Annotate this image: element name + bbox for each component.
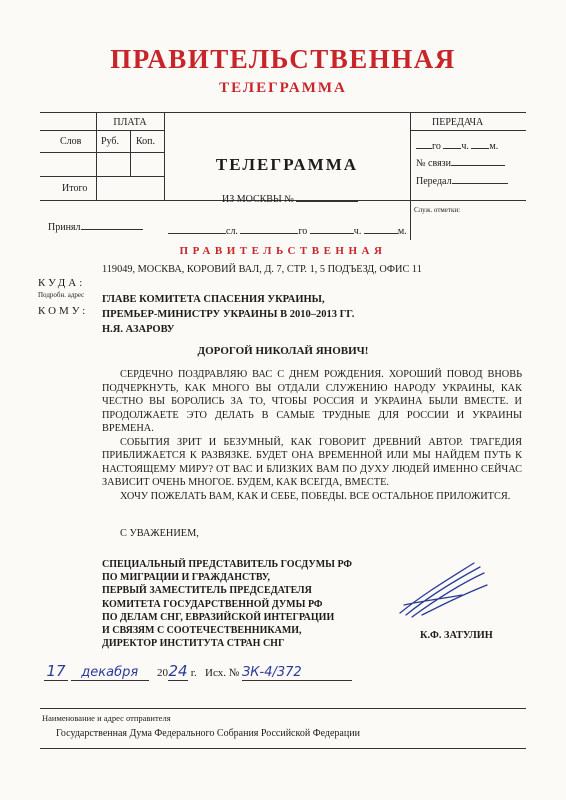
body-paragraph: СЕРДЕЧНО ПОЗДРАВЛЯЮ ВАС С ДНЕМ РОЖДЕНИЯ. ХОРОШИЙ ПОВОД ВНОВЬ ПОДЧЕРКНУТЬ, КАК МНОГО ВЫ ОТДАЛИ СЛУЖЕНИЮ НАРОДУ УКРАИНЫ, КАК ЧЕСТНО ВЫ БОРОЛИСЬ ЗА ТО, ЧТОБЫ РОССИЯ И УКРАИНА БЫЛИ ВМЕСТЕ. И ПРОДОЛЖАЕТЕ ЭТО ДЕЛАТЬ В САМЫЕ ТРУДНЫЕ ДЛЯ РОССИИ И УКРАИНЫ ВРЕМЕНА. (102, 369, 522, 434)
date-month: декабря (81, 665, 139, 680)
signatory-line: И СВЯЗЯМ С СООТЕЧЕСТВЕННИКАМИ, (102, 625, 302, 637)
itogo-label: Итого (62, 183, 88, 194)
date-g: г. (190, 667, 197, 679)
sender-underline (40, 748, 526, 749)
sender-value: Государственная Дума Федерального Собрания Российской Федерации (56, 728, 360, 739)
outgoing-number-label: Исх. № (205, 667, 240, 679)
letter-body (102, 368, 522, 503)
kuda-value: 119049, МОСКВА, КОРОВИЙ ВАЛ, Д. 7, СТР. 1, 5 ПОДЪЕЗД, ОФИС 11 (102, 264, 422, 275)
date-line (44, 662, 352, 681)
date-day: 17 (46, 662, 66, 680)
iz-moskvy-field: ИЗ МОСКВЫ № (222, 194, 358, 205)
komu-label: КОМУ: (38, 305, 89, 317)
date-year-prefix: 20 (157, 667, 168, 679)
regards: С УВАЖЕНИЕМ, (120, 528, 199, 539)
center-telegram-title: ТЕЛЕГРАММА (215, 155, 359, 174)
plata-label: ПЛАТА (113, 117, 147, 128)
kuda-label: КУДА: (38, 277, 86, 289)
salutation: ДОРОГОЙ НИКОЛАЙ ЯНОВИЧ! (197, 345, 369, 357)
body-paragraph: СОБЫТИЯ ЗРИТ И БЕЗУМНЫЙ, КАК ГОВОРИТ ДРЕВНИЙ АВТОР. ТРАГЕДИЯ ПРИБЛИЖАЕТСЯ К РАЗВЯЗКЕ. БУДЕТ ОНА ВРЕМЕННОЙ ИЛИ МЫ НАЙДЕМ ПУТЬ К НАСТОЯЩЕМУ МИРУ? ОТ ВАС И БЛИЗКИХ ВАМ ПО ДУХУ ЛЮДЕЙ ИМЕННО СЕЙЧАС ЗАВИСИТ ОЧЕНЬ МНОГОЕ. БУДЕМ, КАК ВСЕГДА, ВМЕСТЕ. (102, 436, 522, 488)
recipient-block (102, 292, 354, 337)
signatory-line: ДИРЕКТОР ИНСТИТУТА СТРАН СНГ (102, 638, 285, 650)
telegram-subtitle: ТЕЛЕГРАММА (219, 80, 347, 96)
peredal-field: Передал (416, 176, 508, 187)
telegram-form (0, 0, 566, 260)
signatory-title (102, 558, 352, 650)
telegram-title: ПРАВИТЕЛЬСТВЕННАЯ (110, 44, 456, 74)
recipient-line: ПРЕМЬЕР-МИНИСТРУ УКРАИНЫ В 2010–2013 ГГ. (102, 309, 355, 320)
signatory-line: ПЕРВЫЙ ЗАМЕСТИТЕЛЬ ПРЕДСЕДАТЕЛЯ (102, 585, 312, 597)
sender-divider (40, 708, 526, 709)
signatory-line: ПО МИГРАЦИИ И ГРАЖДАНСТВУ, (102, 572, 270, 584)
kop-label: Коп. (136, 136, 156, 147)
signatory-name: К.Ф. ЗАТУЛИН (420, 630, 493, 641)
government-stamp-line: ПРАВИТЕЛЬСТВЕННАЯ (179, 245, 387, 257)
peredacha-label: ПЕРЕДАЧА (432, 117, 484, 128)
sluzh-otmetki-label: Служ. отметки: (414, 206, 461, 214)
date-year-suffix: 24 (168, 662, 188, 680)
no-svyazi-field: № связи (416, 158, 505, 169)
podrob-label: Подробн. адрес (38, 291, 85, 299)
recipient-line: ГЛАВЕ КОМИТЕТА СПАСЕНИЯ УКРАИНЫ, (102, 294, 325, 305)
outgoing-number: ЗК-4/372 (241, 665, 302, 680)
body-paragraph: ХОЧУ ПОЖЕЛАТЬ ВАМ, КАК И СЕБЕ, ПОБЕДЫ. ВСЕ ОСТАЛЬНОЕ ПРИЛОЖИТСЯ. (120, 490, 511, 502)
signatory-line: КОМИТЕТА ГОСУДАРСТВЕННОЙ ДУМЫ РФ (102, 598, 323, 610)
handwritten-signature (392, 555, 492, 625)
prinyal-label: Принял (48, 222, 143, 233)
peredacha-time: го ч. м. (416, 141, 498, 152)
signatory-line: СПЕЦИАЛЬНЫЙ ПРЕДСТАВИТЕЛЬ ГОСДУМЫ РФ (102, 559, 353, 570)
slov-label: Слов (60, 136, 82, 147)
recipient-line: Н.Я. АЗАРОВУ (102, 324, 175, 335)
sender-label: Наименование и адрес отправителя (42, 713, 171, 723)
signatory-line: ПО ДЕЛАМ СНГ, ЕВРАЗИЙСКОЙ ИНТЕГРАЦИИ (102, 611, 335, 623)
center-time-line: сл. го ч. м. (168, 226, 407, 237)
rub-label: Руб. (101, 136, 120, 147)
